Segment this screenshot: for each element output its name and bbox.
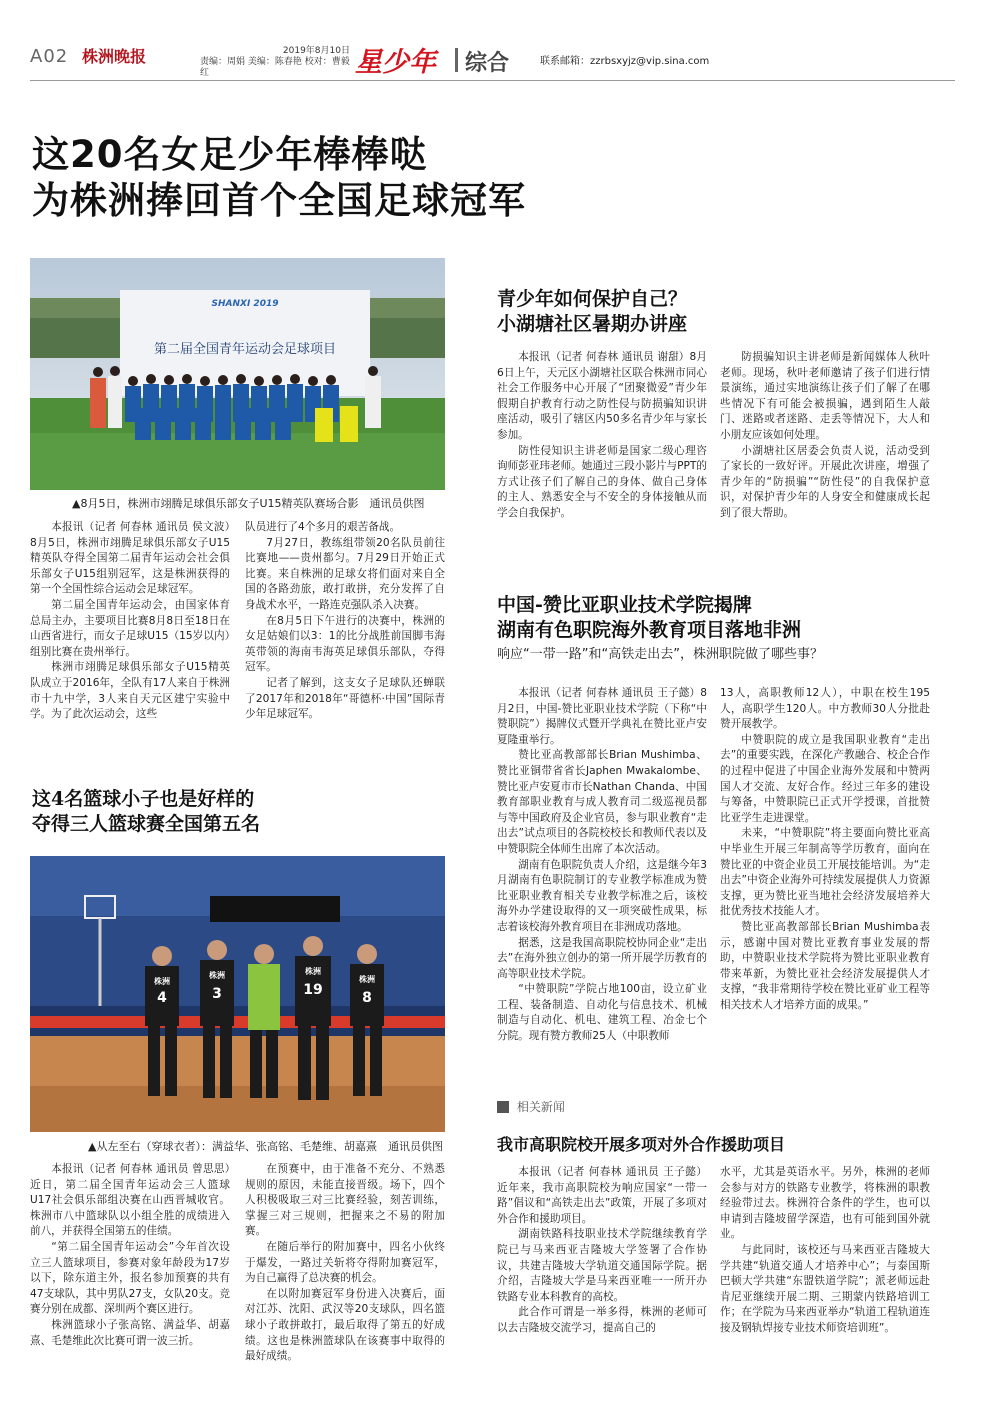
- main-headline: [32, 132, 526, 224]
- masthead-rule: [30, 80, 955, 81]
- masthead-divider: [455, 48, 458, 72]
- zambia-col1: [497, 686, 707, 1045]
- basketball-headline-line1: 这4名篮球小子也是好样的: [32, 788, 255, 810]
- staff-line: 责编：周娟 美编：陈春艳 校对：曹毅红: [200, 57, 350, 78]
- paragraph: 防性侵知识主讲老师是国家二级心理咨询师彭亚玮老师。她通过三段小影片与PPT的方式让孩子们了解自己的身体、做自己身体的主人、熟悉安全与不安全的身体接触从而学会自我保护。: [497, 444, 707, 519]
- paragraph: 赞比亚高教部部长Brian Mushimba表示，感谢中国对赞比亚教育事业发展的帮助，中赞职业技术学院将为赞比亚职业教育带来革新，为赞比亚社会经济发展提供人才支撑，“我非常期待学校在赞比亚矿业工程等相关技术人才培养方面的成果。”: [720, 920, 930, 1011]
- jersey-team-label: 株洲: [305, 967, 321, 976]
- football-article-col2: [245, 520, 445, 723]
- jersey-number: 19: [303, 982, 323, 998]
- football-photo-illustration: [30, 258, 445, 490]
- paragraph: 赞比亚高教部部长Brian Mushimba、赞比亚铜带省省长Japhen Mwakalombe、赞比亚卢安夏市市长Nathan Chanda、中国教育部职业教育与成人教育司二级巡视员都与等中国政府及企业官员，参与职业教育“走出去”试点项目的各院校校长和教师代表以及中赞职院全体师生出席了本次活动。: [497, 749, 707, 855]
- jersey-team-label: 株洲: [209, 971, 225, 980]
- basketball-col1: [30, 1162, 230, 1349]
- football-team-photo: [30, 258, 445, 490]
- paragraph: 此合作可谓是一举多得，株洲的老师可以去吉隆坡交流学习，提高自己的: [497, 1306, 707, 1334]
- paragraph: 本报讯（记者 何春林 通讯员 侯文波）8月5日，株洲市翊腾足球俱乐部女子U15精英队夺得全国第二届青年运动会社会俱乐部女子U15组别冠军，这是株洲获得的第一个全国性综合运动会足球冠军。: [30, 521, 230, 596]
- paragraph: 湖南有色职院负责人介绍，这是继今年3月湖南有色职院制订的专业教学标准成为赞比亚职业教育相关专业教学标准之后，该校海外办学建设取得的又一项突破性成果，标志着该校海外教育项目在非洲成功落地。: [497, 858, 707, 933]
- section-name: 综合: [465, 51, 510, 76]
- jersey-number: 3: [212, 986, 222, 1002]
- paragraph: 湖南铁路科技职业技术学院继续教育学院已与马来西亚吉隆坡大学签署了合作协议，共建吉隆坡大学轨道交通国际学院。据介绍，吉隆坡大学是马来西亚唯一一所开办铁路专业本科教育的高校。: [497, 1228, 707, 1303]
- jersey-team-label: 株洲: [154, 977, 170, 986]
- basketball-col2: [245, 1162, 445, 1365]
- basketball-photo-illustration: [30, 856, 445, 1132]
- column-logo-text: 星少年: [355, 47, 436, 78]
- jersey-number: 8: [362, 990, 372, 1006]
- paper-name: 株洲晚报: [82, 47, 147, 66]
- paragraph: 第二届全国青年运动会，由国家体育总局主办，主要项目比赛8月8日至18日在山西省进行，而女子足球U15（15岁以内）组别比赛在贵州举行。: [30, 598, 230, 658]
- banner-event-text: SHANXI 2019: [211, 299, 279, 309]
- zambia-headline-line1: 中国-赞比亚职业技术学院揭牌: [497, 594, 752, 616]
- paragraph: 在8月5日下午进行的决赛中，株洲的女足姑娘们以3：1的比分战胜前国脚韦海英带领的海南韦海英足球俱乐部队，夺得冠军。: [245, 614, 445, 674]
- paragraph: 本报讯（记者 何春林 通讯员 王子懿）近年来，我市高职院校为响应国家“一带一路”倡议和“高铁走出去”政策，开展了多项对外合作和援助项目。: [497, 1166, 707, 1225]
- jersey-team-label: 株洲: [359, 975, 375, 984]
- paragraph: 未来，“中赞职院”将主要面向赞比亚高中毕业生开展三年制高等学历教育，面向在赞比亚的中资企业员工开展技能培训。为“走出去”中资企业海外可持续发展提供人力资源支撑，更为赞比亚当地社会经济发展培养大批优秀技术技能人才。: [720, 827, 930, 918]
- zambia-col2: [720, 686, 930, 1013]
- column-logo: [355, 40, 436, 79]
- paragraph: 水平，尤其是英语水平。另外，株洲的老师会参与对方的铁路专业教学，将株洲的职教经验带过去。株洲符合条件的学生，也可以申请到吉隆坡留学深造，也有可能到国外就业。: [720, 1166, 930, 1241]
- paragraph: 在随后举行的附加赛中，四名小伙终于爆发，一路过关斩将夺得附加赛冠军，为自己赢得了总决赛的机会。: [245, 1240, 445, 1285]
- xiaohutang-col1: [497, 350, 707, 522]
- basketball-photo: [30, 856, 445, 1132]
- issue-date: 2019年8月10日: [282, 46, 350, 56]
- basketball-photo-caption: ▲从左至右（穿球衣者）：满益华、张高铭、毛楚维、胡嘉熹 通讯员供图: [88, 1140, 443, 1153]
- related-news-icon: [497, 1101, 509, 1113]
- paragraph: “中赞职院”学院占地100亩，设立矿业工程、装备制造、自动化与信息技术、机械制造与自动化、机电、建筑工程、冶金七个分院。现有赞方教师25人（中职教师: [497, 983, 707, 1043]
- cooperation-col2: [720, 1165, 930, 1337]
- related-news-text: 相关新闻: [516, 1100, 565, 1114]
- football-photo-caption: ▲8月5日，株洲市翊腾足球俱乐部女子U15精英队赛场合影 通讯员供图: [72, 497, 425, 510]
- xiaohutang-col2: [720, 350, 930, 522]
- zambia-headline: [497, 593, 801, 643]
- paragraph: 与此同时，该校还与马来西亚吉隆坡大学共建“轨道交通人才培养中心”；与泰国斯巴顿大学共建“东盟铁道学院”；派老师远赴肯尼亚继续开展二期、三期蒙内铁路培训工作；在学院为马来西亚举办“轨道工程轨道连接及钢轨焊接专业技术师资培训班”。: [720, 1243, 930, 1334]
- xiaohutang-headline: [497, 287, 687, 337]
- banner-title-text: 第二届全国青年运动会足球项目: [153, 342, 337, 357]
- page-number: A02: [30, 46, 69, 67]
- paragraph: 在预赛中，由于准备不充分、不熟悉规则的原因，未能直接晋级。场下，四个人积极吸取三对三比赛经验，刻苦训练，掌握三对三规则，把握来之不易的附加赛。: [245, 1163, 445, 1238]
- jersey-number: 4: [157, 990, 167, 1006]
- xiaohutang-headline-line1: 青少年如何保护自己？: [497, 288, 688, 310]
- paragraph: 本报讯（记者 何春林 通讯员 曾思思）近日，第二届全国青年运动会三人篮球U17社会俱乐部组决赛在山西晋城收官。株洲市八中篮球队以小组全胜的成绩进入前八，并获得全国第五的佳绩。: [30, 1163, 230, 1238]
- staff-block: [200, 46, 350, 79]
- paragraph: 本报讯（记者 何春林 通讯员 谢甜）8月6日上午，天元区小湖塘社区联合株洲市同心社会工作服务中心开展了“团聚微爱”青少年假期自护教育行动之防性侵与防损骗知识讲座活动，吸引了辖区内50多名青少年与家长参加。: [497, 351, 707, 441]
- paragraph: 在以附加赛冠军身份进入决赛后，面对江苏、沈阳、武汉等20支球队，四名篮球小子敢拼敢打，最后取得了第五的好成绩。这也是株洲篮球队在该赛事中取得的最好成绩。: [245, 1287, 445, 1363]
- paragraph: 中赞职院的成立是我国职业教育“走出去”的重要实践，在深化产教融合、校企合作的过程中促进了中国企业海外发展和中赞两国人才交流、友好合作。经过三年多的建设与筹备，中赞职院已正式开学授课，首批赞比亚学生走进课堂。: [720, 733, 930, 824]
- paragraph: 小湖塘社区居委会负责人说，活动受到了家长的一致好评。开展此次讲座，增强了青少年的“防损骗”“防性侵”的自我保护意识，对保护青少年的人身安全和健康成长起到了很大帮助。: [720, 444, 930, 519]
- paragraph: 株洲篮球小子张高铭、满益华、胡嘉熹、毛楚维此次比赛可谓一波三折。: [30, 1318, 230, 1347]
- paragraph: 记者了解到，这支女子足球队还蝉联了2017年和2018年“哥德杯·中国”国际青少年足球冠军。: [245, 676, 445, 721]
- related-news-label: [497, 1098, 565, 1115]
- cooperation-headline: 我市高职院校开展多项对外合作援助项目: [497, 1135, 786, 1154]
- zambia-subtitle: 响应“一带一路”和“高铁走出去”，株洲职院做了哪些事？: [497, 647, 823, 662]
- basketball-headline-line2: 夺得三人篮球赛全国第五名: [32, 813, 261, 835]
- contact-email: 联系邮箱：zzrbsxyjz@vip.sina.com: [540, 56, 710, 67]
- paragraph: 株洲市翊腾足球俱乐部女子U15精英队成立于2016年，全队有17人来自于株洲市十九中学，3人来自天元区建宁实验中学。为了此次运动会，这些: [30, 661, 230, 721]
- paragraph: 本报讯（记者 何春林 通讯员 王子懿）8月2日，中国-赞比亚职业技术学院（下称“中赞职院”）揭牌仪式暨开学典礼在赞比亚卢安夏隆重举行。: [497, 687, 707, 746]
- basketball-headline: [32, 787, 260, 837]
- cooperation-col1: [497, 1165, 707, 1337]
- paragraph: 7月27日，教练组带领20名队员前往比赛地——贵州都匀。7月29日开始正式比赛。来自株洲的足球女将们面对来自全国的各路劲旅，敢打敢拼，充分发挥了自身战术水平，一路连克强队杀入决赛。: [245, 536, 445, 611]
- zambia-headline-line2: 湖南有色职院海外教育项目落地非洲: [497, 619, 802, 641]
- paragraph: 据悉，这是我国高职院校协同企业“走出去”在海外独立创办的第一所开展学历教育的高等职业技术学院。: [497, 936, 707, 980]
- main-headline-line2: 为株洲捧回首个全国足球冠军: [32, 179, 526, 222]
- football-article-col1: [30, 520, 230, 723]
- main-headline-line1: 这20名女足少年棒棒哒: [32, 133, 428, 176]
- xiaohutang-headline-line2: 小湖塘社区暑期办讲座: [497, 313, 688, 335]
- paragraph: 队员进行了4个多月的艰苦备战。: [245, 521, 401, 533]
- paragraph: 13人，高职教师12人），中职在校生195人，高职学生120人。中方教师30人分批赴赞开展教学。: [720, 687, 930, 731]
- paragraph: 防损骗知识主讲老师是新闻媒体人秋叶老师。现场，秋叶老师邀请了孩子们进行情景演练，通过实地演练让孩子们了解了在哪些情况下有可能会被损骗，遇到陌生人敲门、迷路或者迷路、走丢等情况下，大人和小朋友应该如何处理。: [720, 351, 930, 441]
- paragraph: “第二届全国青年运动会”今年首次设立三人篮球项目，参赛对象年龄段为17岁以下，除东道主外，报名参加预赛的共有47支球队，其中男队27支，女队20支。竞赛分别在成都、深圳两个赛区进行。: [30, 1240, 230, 1316]
